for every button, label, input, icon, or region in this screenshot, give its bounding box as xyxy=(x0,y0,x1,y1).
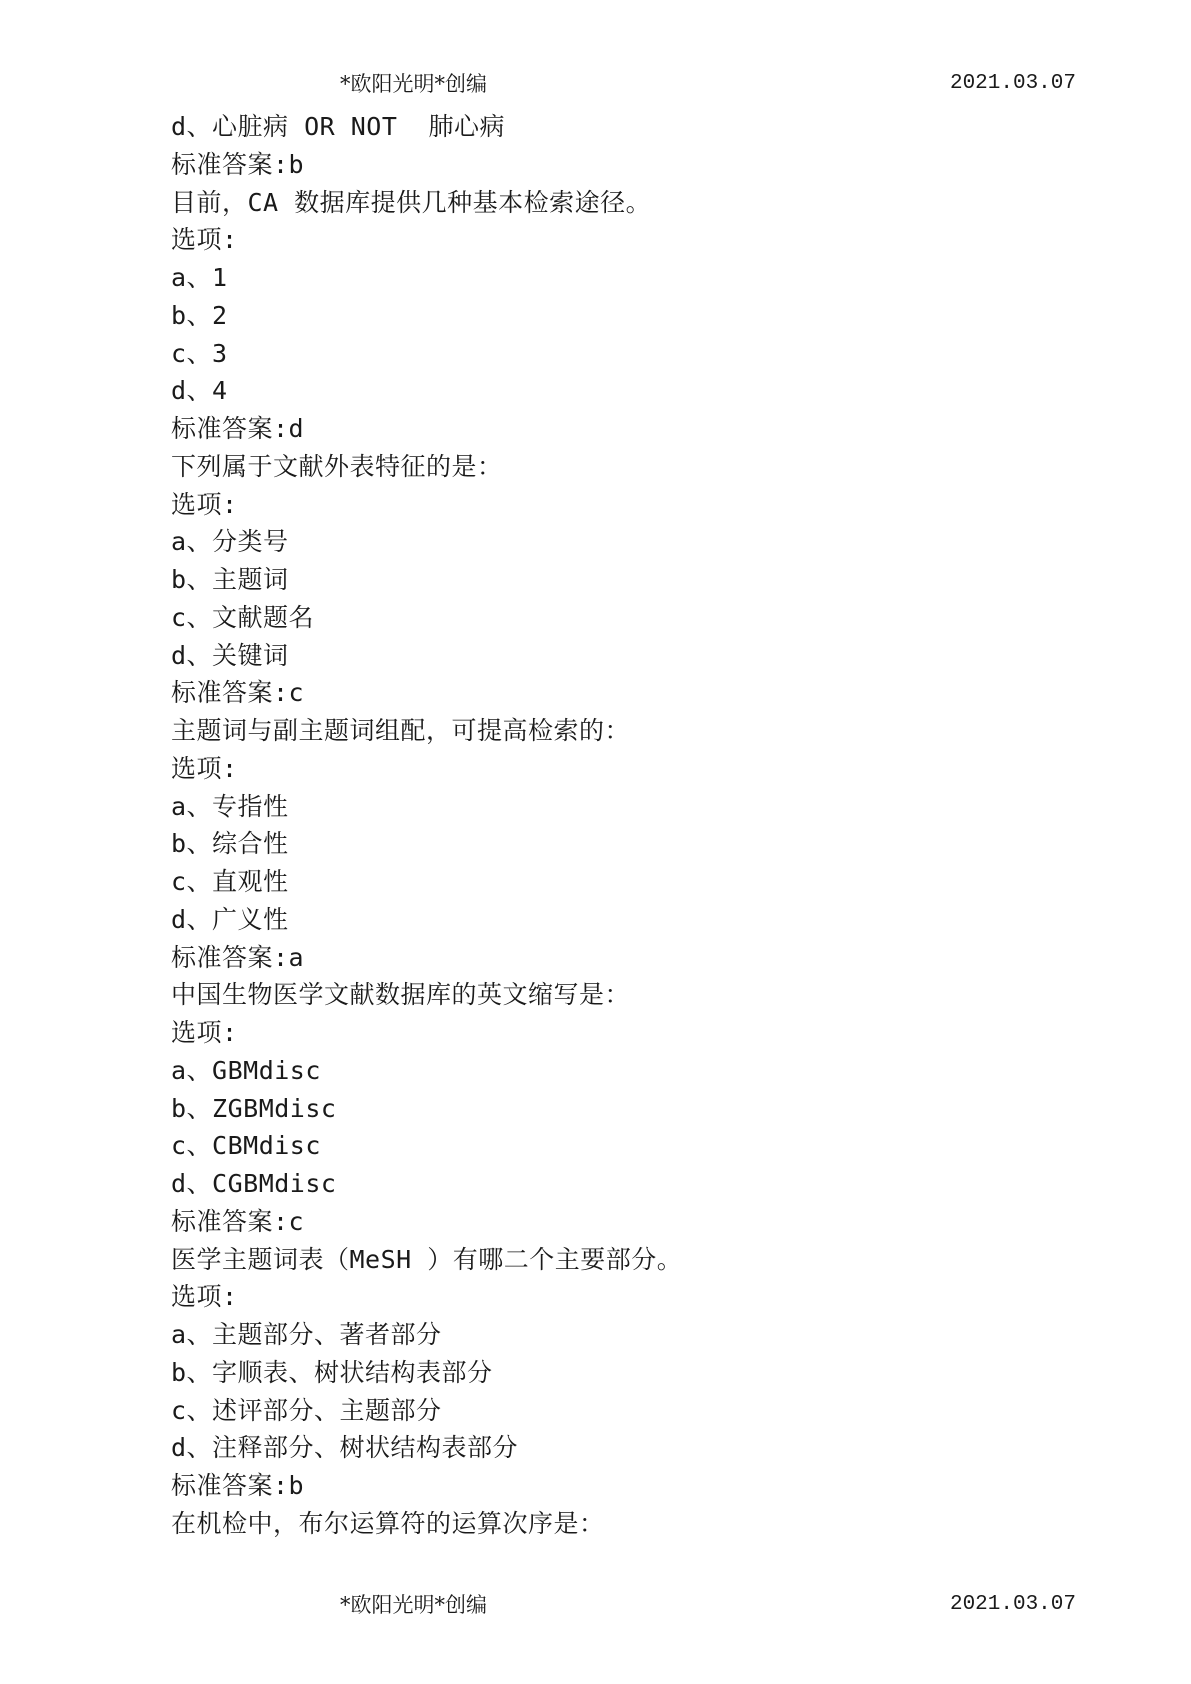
option-line: d、注释部分、树状结构表部分 xyxy=(171,1433,519,1463)
option-line: a、GBMdisc xyxy=(171,1055,321,1085)
option-line: c、文献题名 xyxy=(171,602,315,632)
header-author: *欧阳光明*创编 xyxy=(340,72,487,96)
question-line: 医学主题词表（MeSH ）有哪二个主要部分。 xyxy=(171,1244,683,1274)
document-body xyxy=(171,108,1071,1543)
option-line: b、综合性 xyxy=(171,829,289,859)
option-line: d、心脏病 OR NOT 肺心病 xyxy=(171,112,506,141)
question-line: 主题词与副主题词组配，可提高检索的： xyxy=(171,716,631,745)
option-line: a、1 xyxy=(171,263,228,292)
options-label: 选项: xyxy=(171,225,238,255)
option-line: b、ZGBMdisc xyxy=(171,1093,337,1123)
options-label: 选项: xyxy=(171,753,238,783)
option-line: d、关键词 xyxy=(171,640,289,670)
option-line: c、述评部分、主题部分 xyxy=(171,1395,442,1425)
header-date: 2021.03.07 xyxy=(949,72,1076,95)
option-line: b、2 xyxy=(171,300,228,330)
option-line: c、3 xyxy=(171,338,228,368)
question-line: 在机检中，布尔运算符的运算次序是： xyxy=(171,1508,605,1538)
options-label: 选项: xyxy=(171,1282,238,1312)
option-line: b、主题词 xyxy=(171,565,289,594)
option-line: a、主题部分、著者部分 xyxy=(171,1320,442,1349)
answer-line: 标准答案:b xyxy=(171,1471,305,1500)
option-line: a、分类号 xyxy=(171,527,289,557)
option-line: d、广义性 xyxy=(171,904,289,934)
options-label: 选项: xyxy=(171,489,238,519)
answer-line: 标准答案:b xyxy=(171,149,305,179)
answer-line: 标准答案:c xyxy=(171,1206,305,1236)
footer-date: 2021.03.07 xyxy=(949,1593,1076,1616)
question-line: 目前，CA 数据库提供几种基本检索途径。 xyxy=(171,187,652,217)
option-line: c、直观性 xyxy=(171,867,289,896)
footer-author: *欧阳光明*创编 xyxy=(340,1593,487,1617)
question-line: 下列属于文献外表特征的是： xyxy=(171,451,503,481)
option-line: a、专指性 xyxy=(171,791,289,821)
option-line: d、4 xyxy=(171,376,228,406)
option-line: b、字顺表、树状结构表部分 xyxy=(171,1357,493,1387)
answer-line: 标准答案:d xyxy=(171,414,305,443)
answer-line: 标准答案:c xyxy=(171,678,305,708)
question-line: 中国生物医学文献数据库的英文缩写是： xyxy=(171,980,631,1010)
options-label: 选项: xyxy=(171,1018,238,1047)
option-line: c、CBMdisc xyxy=(171,1131,321,1161)
option-line: d、CGBMdisc xyxy=(171,1169,337,1198)
answer-line: 标准答案:a xyxy=(171,942,305,972)
